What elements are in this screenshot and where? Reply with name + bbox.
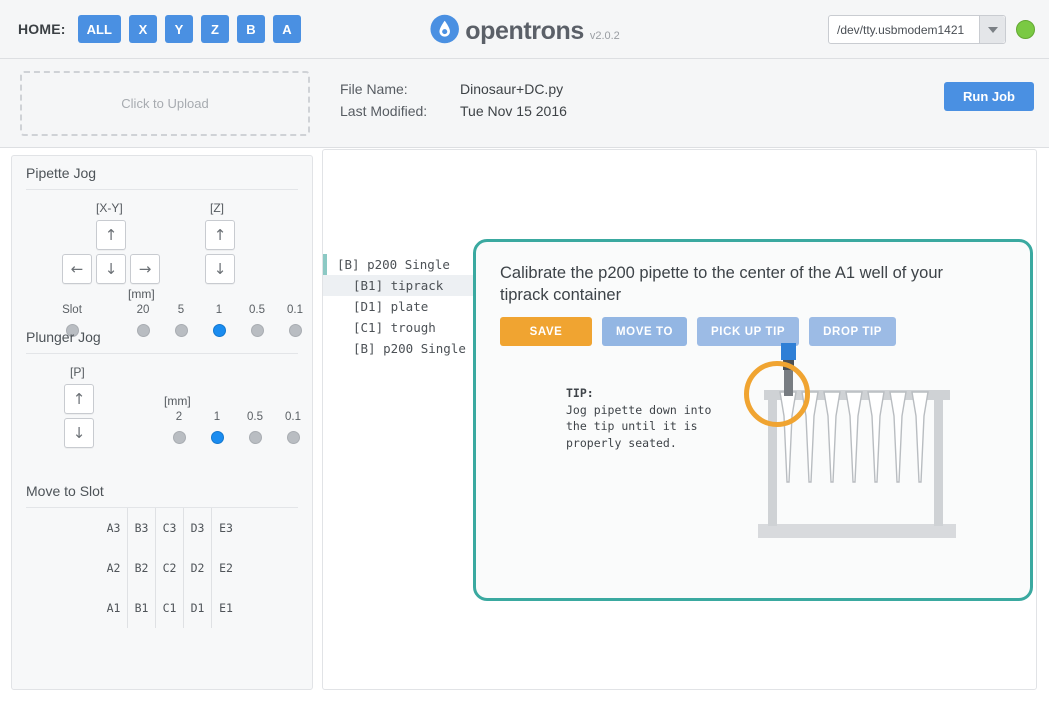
plunger-jog-title: Plunger Jog [26, 329, 101, 345]
plunger-up-button[interactable]: ↑ [64, 384, 94, 414]
tree-item-c1-trough[interactable]: [C1] trough [353, 320, 436, 335]
jog-x-minus-button[interactable]: ← [62, 254, 92, 284]
jog-y-minus-button[interactable]: ↓ [96, 254, 126, 284]
plunger-mm-label: [mm] [164, 394, 191, 408]
home-label: HOME: [18, 21, 66, 37]
tip-note-title: TIP: [566, 386, 594, 400]
pipette-jog-mm-label: [mm] [128, 287, 155, 301]
slot-c2[interactable]: C2 [156, 548, 184, 588]
pipette-jog-controls [12, 190, 312, 320]
serial-port-select[interactable] [828, 15, 1006, 44]
plunger-step-1-radio-selected[interactable] [211, 431, 224, 444]
calibration-card [473, 239, 1033, 601]
plunger-step-05-radio[interactable] [249, 431, 262, 444]
pick-up-tip-button[interactable]: PICK UP TIP [697, 317, 799, 346]
slot-e1[interactable]: E1 [219, 601, 233, 615]
file-bar [0, 59, 1049, 148]
chevron-down-icon[interactable] [979, 16, 1005, 43]
plunger-step-01-radio[interactable] [287, 431, 300, 444]
top-bar [0, 0, 1049, 59]
save-button[interactable]: SAVE [500, 317, 592, 346]
right-workspace-panel [322, 149, 1037, 690]
upload-dropzone-label: Click to Upload [121, 96, 209, 111]
home-b-button[interactable]: B [237, 15, 265, 43]
jog-z-minus-button[interactable]: ↓ [205, 254, 235, 284]
xy-axis-label: [X-Y] [96, 201, 123, 215]
calibration-highlight-ring [744, 361, 810, 427]
slot-e2[interactable]: E2 [219, 561, 233, 575]
home-x-button[interactable]: X [129, 15, 157, 43]
move-to-slot-section [12, 474, 312, 648]
plunger-step-01-label: 0.1 [285, 411, 301, 423]
jog-x-plus-button[interactable]: → [130, 254, 160, 284]
move-to-button[interactable]: MOVE TO [602, 317, 687, 346]
upload-dropzone[interactable] [20, 71, 310, 136]
slot-e3[interactable]: E3 [219, 521, 233, 535]
jog-z-plus-button[interactable]: ↑ [205, 220, 235, 250]
slot-b2[interactable]: B2 [128, 548, 156, 588]
plunger-step-05-label: 0.5 [247, 411, 263, 423]
plunger-axis-label: [P] [70, 365, 85, 379]
plunger-step-05[interactable] [236, 411, 274, 444]
brand-version: v2.0.2 [589, 30, 620, 42]
slot-c1[interactable]: C1 [156, 588, 184, 628]
pipette-step-05-label: 0.5 [249, 304, 265, 316]
tip-note [566, 385, 736, 452]
plunger-step-radio-group [160, 411, 312, 444]
jog-slot-label: Slot [62, 304, 82, 316]
slot-a1[interactable]: A1 [100, 588, 128, 628]
plunger-step-1[interactable] [198, 411, 236, 444]
drop-tip-button[interactable]: DROP TIP [809, 317, 896, 346]
opentrons-droplet-icon [429, 14, 459, 44]
file-name-value: Dinosaur+DC.py [460, 81, 564, 97]
run-job-button[interactable]: Run Job [944, 82, 1034, 111]
slot-grid [100, 508, 240, 628]
file-name-label: File Name: [340, 81, 408, 97]
slot-c3[interactable]: C3 [156, 508, 184, 548]
plunger-down-button[interactable]: ↓ [64, 418, 94, 448]
slot-d2[interactable]: D2 [184, 548, 212, 588]
home-all-button[interactable]: ALL [78, 15, 121, 43]
slot-b1[interactable]: B1 [128, 588, 156, 628]
tree-item-root[interactable]: [B] p200 Single [323, 254, 493, 275]
slot-d1[interactable]: D1 [184, 588, 212, 628]
plunger-step-2[interactable] [160, 411, 198, 444]
calibration-heading: Calibrate the p200 pipette to the center of the A1 well of your tiprack container [500, 264, 944, 305]
plunger-step-2-label: 2 [175, 411, 183, 423]
move-to-slot-title: Move to Slot [26, 483, 104, 499]
slot-grid-wrap [12, 508, 312, 648]
instrument-tree [323, 254, 493, 359]
pipette-step-20-label: 20 [136, 304, 150, 316]
pipette-jog-title: Pipette Jog [26, 165, 97, 181]
pipette-jog-section [12, 156, 312, 320]
plunger-jog-section [12, 320, 312, 474]
tree-item-b-p200-single[interactable]: [B] p200 Single [353, 341, 466, 356]
z-axis-label: [Z] [210, 201, 224, 215]
last-modified-value: Tue Nov 15 2016 [460, 103, 567, 119]
plunger-step-01[interactable] [274, 411, 312, 444]
file-metadata [340, 81, 567, 119]
slot-d3[interactable]: D3 [184, 508, 212, 548]
serial-port-value: /dev/tty.usbmodem1421 [837, 22, 965, 37]
port-area [828, 15, 1035, 44]
home-axis-buttons [78, 15, 301, 43]
plunger-step-2-radio[interactable] [173, 431, 186, 444]
jog-y-plus-button[interactable]: ↑ [96, 220, 126, 250]
brand-logo [429, 14, 620, 44]
pipette-step-1-label: 1 [215, 304, 223, 316]
last-modified-label: Last Modified: [340, 103, 428, 119]
tip-note-body: Jog pipette down into the tip until it is properly seated. [566, 402, 712, 451]
pipette-step-5-label: 5 [177, 304, 185, 316]
slot-a2[interactable]: A2 [100, 548, 128, 588]
home-a-button[interactable]: A [273, 15, 301, 43]
tree-item-d1-plate[interactable]: [D1] plate [353, 299, 429, 314]
plunger-jog-controls [12, 354, 312, 474]
home-z-button[interactable]: Z [201, 15, 229, 43]
slot-a3[interactable]: A3 [100, 508, 128, 548]
plunger-step-1-label: 1 [213, 411, 221, 423]
slot-b3[interactable]: B3 [128, 508, 156, 548]
tree-item-b1-tiprack[interactable]: [B1] tiprack [323, 275, 493, 296]
connection-status-indicator [1016, 20, 1035, 39]
left-control-panel [11, 155, 313, 690]
brand-name: opentrons [465, 17, 584, 45]
home-y-button[interactable]: Y [165, 15, 193, 43]
pipette-step-01-label: 0.1 [287, 304, 303, 316]
